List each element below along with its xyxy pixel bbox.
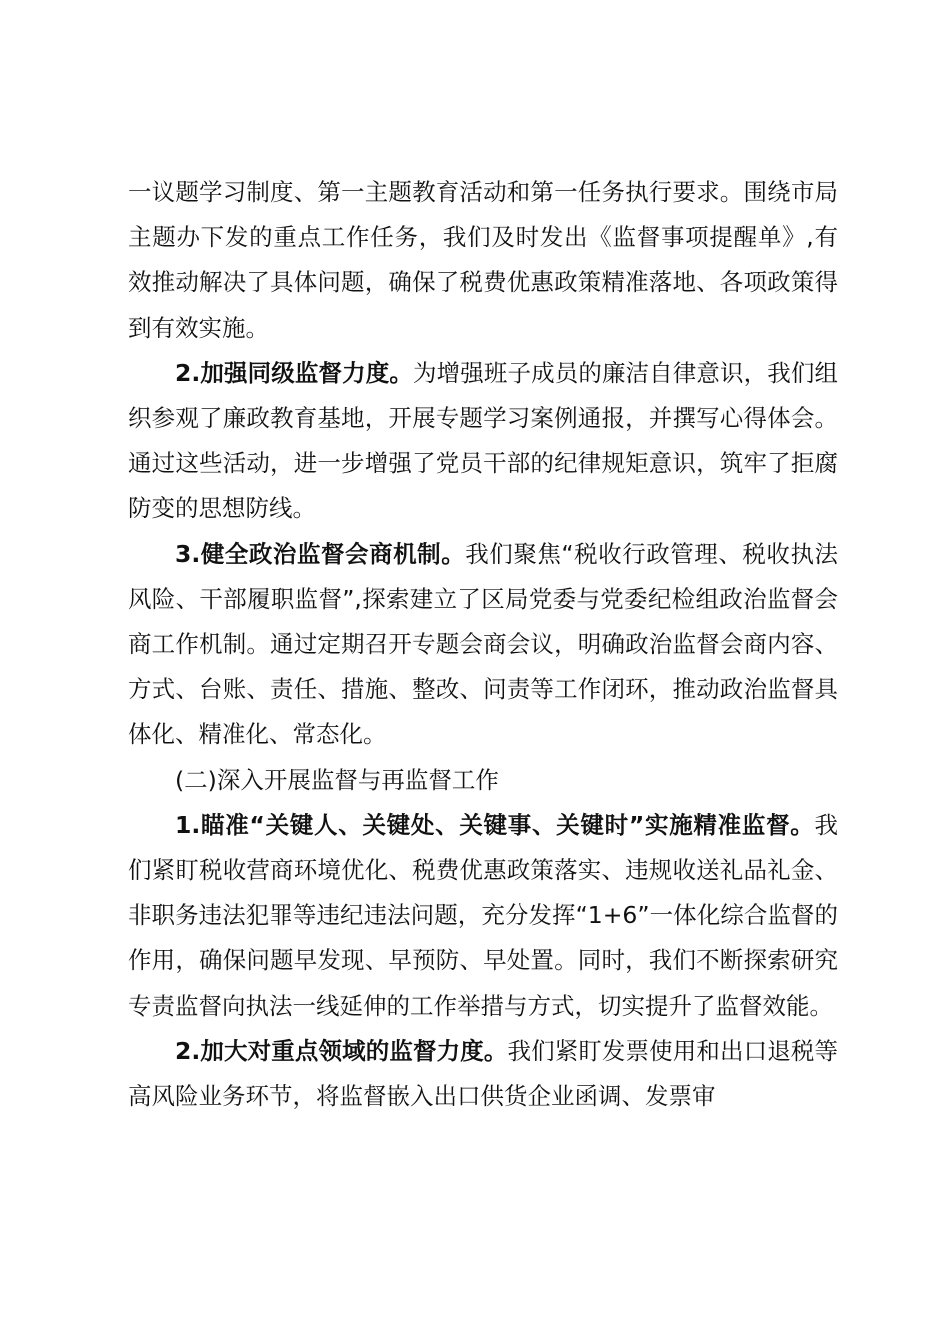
paragraph-heading: 3.健全政治监督会商机制。 xyxy=(175,539,466,568)
paragraph-heading: 2.加强同级监督力度。 xyxy=(175,358,413,387)
paragraph-body: 我们聚焦“税收行政管理、税收执法风险、干部履职监督”,探索建立了区局党委与党委纪检组政治监督会商工作机制。通过定期召开专题会商会议，明确政治监督会商内容、方式、台账、责任、措施、整改、问责等工作闭环，推动政治监督具体化、精准化、常态化。 xyxy=(128,539,838,749)
section-title: (二)深入开展监督与再监督工作 xyxy=(175,765,499,794)
paragraph-political-supervision xyxy=(128,532,838,758)
paragraph-peer-supervision xyxy=(128,351,838,532)
paragraph-continuation: 一议题学习制度、第一主题教育活动和第一任务执行要求。围绕市局主题办下发的重点工作任务，我们及时发出《监督事项提醒单》,有效推动解决了具体问题，确保了税费优惠政策精准落地、各项政策得到有效实施。 xyxy=(128,178,838,342)
paragraph-heading: 1.瞄准“关键人、关键处、关键事、关键时”实施精准监督。 xyxy=(175,810,815,839)
paragraph-key-areas xyxy=(128,1029,838,1119)
document-page xyxy=(128,170,838,1119)
paragraph-body: 为增强班子成员的廉洁自律意识，我们组织参观了廉政教育基地，开展专题学习案例通报，并撰写心得体会。通过这些活动，进一步增强了党员干部的纪律规矩意识，筑牢了拒腐防变的思想防线。 xyxy=(128,358,839,523)
paragraph-heading: 2.加大对重点领域的监督力度。 xyxy=(175,1036,508,1065)
paragraph-body: 我们紧盯税收营商环境优化、税费优惠政策落实、违规收送礼品礼金、非职务违法犯罪等违纪违法问题，充分发挥“1+6”一体化综合监督的作用，确保问题早发现、早预防、早处置。同时，我们不断探索研究专责监督向执法一线延伸的工作举措与方式，切实提升了监督效能。 xyxy=(128,810,838,1020)
paragraph-precise-supervision xyxy=(128,803,838,1029)
paragraph-body: 我们紧盯发票使用和出口退税等高风险业务环节，将监督嵌入出口供货企业函调、发票审 xyxy=(128,1036,839,1111)
